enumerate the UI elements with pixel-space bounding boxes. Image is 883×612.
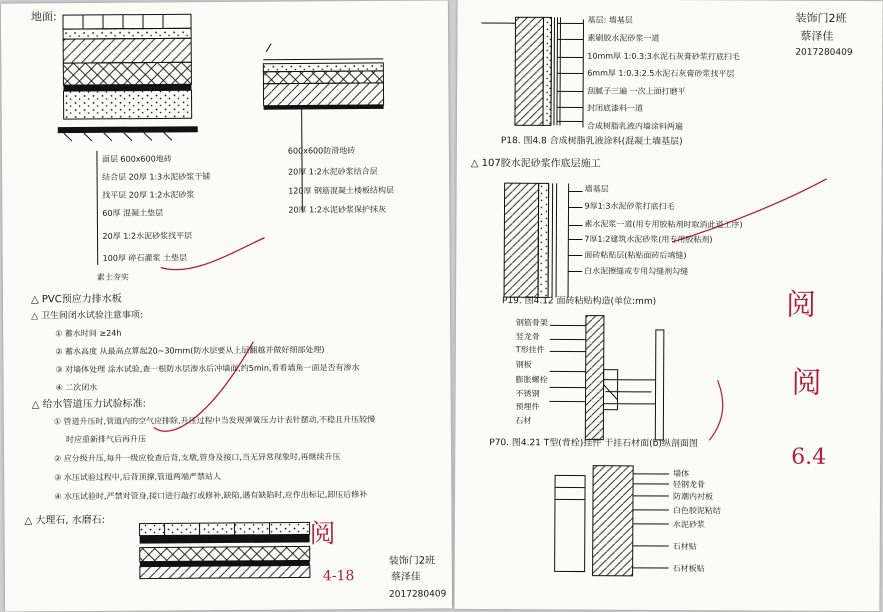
section1-item-1: ① 蓄水时间 ≥24h [55, 328, 122, 339]
wall-section-tile [504, 183, 583, 297]
grade-mark-read-1: 阅 [785, 287, 817, 323]
signature-person: 蔡泽佳 [390, 571, 421, 583]
grade-mark-date: 4-18 [322, 568, 355, 585]
floor-layer-2: 结合层 20厚 1:3水泥砂浆干铺 [102, 172, 211, 182]
floor-layer-7: 素土夯实 [96, 272, 129, 282]
wall-layer-6: 封闭底漆料一道 [587, 103, 644, 113]
figure-70-caption: P70. 图4.21 T型(背栓)挂件 干挂石材面(b)纵剖面图 [489, 438, 698, 450]
dry-hang-label-3: T形挂件 [515, 345, 545, 355]
stamp-person: 蔡泽佳 [800, 29, 834, 43]
section2-item-1b: 时应重新排气后再升压 [65, 434, 146, 445]
section1-title: △ PVC预应力排水板 [30, 293, 122, 306]
dry-hang-detail [549, 315, 664, 440]
floor-layer-5: 20厚 1:2水泥砂浆找平层 [102, 231, 193, 241]
marble-label: △ 大理石, 水磨石: [24, 514, 106, 527]
signature-id: 2017280409 [388, 589, 447, 600]
wall-layer-7: 合成树脂乳液内墙涂料两遍 [586, 121, 683, 132]
wall-layer-3: 10mm厚 1:0.3:3水泥石灰膏砂浆打底扫毛 [587, 51, 740, 62]
wall-layer-1: 基层: 墙基层 [587, 15, 633, 25]
stamp-class: 装饰门2班 [795, 11, 847, 25]
figure-19-caption: P19. 图4.12 面砖粘贴构造(单位:mm) [501, 296, 657, 307]
stone-label-5: 水泥砂浆 [672, 520, 705, 530]
right-sheet [454, 0, 882, 611]
section2-item-1: ① 管道升压时,管道内的空气应排除,升压过程中当发现弹簧压力计表针摆动,不稳且升压较慢 [53, 414, 376, 427]
section1-item-4: ④ 二次闭水 [55, 382, 98, 393]
tile-layer-5: 面砖粘贴层(粘贴面砖后填缝) [584, 250, 687, 261]
check-mark-4 [709, 380, 723, 440]
tile-section-title: △ 107胶水泥砂浆作底层施工 [470, 157, 601, 170]
tile-layer-2: 9厚1:3水泥砂浆打底扫毛 [584, 201, 675, 212]
tile-layer-6: 白水泥擦缝或专用勾缝剂勾缝 [584, 266, 689, 277]
floor-layer-6: 100厚 碎石灌浆 土垫层 [102, 253, 188, 263]
section2-item-2: ② 应分级升压,每升一级应检查后背,支墩,管身及接口,当无异常现象时,再继续升压 [54, 452, 341, 464]
alt-layer-1: 600x600防滑地砖 [287, 146, 356, 156]
left-sheet [1, 0, 452, 611]
wall-section-paint [481, 17, 584, 128]
signature-class: 装饰门2班 [388, 555, 436, 567]
section1-item-3: ③ 对墙体处理 涂水试验,查一根防水层渗水后冲墙面,约5min,看看墙角一面是否有渗水 [55, 363, 360, 375]
dry-hang-label-6: 不锈钢 [515, 389, 540, 399]
stone-label-7: 石材板贴 [672, 564, 705, 574]
dry-hang-label-5: 膨胀螺栓 [515, 375, 548, 385]
stone-label-6: 石材贴 [672, 542, 697, 552]
figure-18-caption: P18. 图4.8 合成树脂乳液涂料(混凝土墙基层) [500, 136, 683, 148]
stone-label-3: 防潮内衬板 [672, 492, 714, 502]
wall-layer-5: 刮腻子三遍 一次上面打磨平 [587, 86, 686, 97]
stone-base-detail [555, 465, 670, 576]
tile-layer-3: 素水泥浆一道(用专用胶粘剂时取消此道工序) [584, 219, 743, 230]
section2-item-4: ④ 水压试验时,严禁对管身,接口进行敲打或修补,缺陷,遇有缺陷时,应作出标记,卸压后修补 [54, 490, 368, 502]
alt-layer-4: 20厚 1:2水泥砂浆保护抹灰 [288, 204, 386, 215]
dry-hang-label-7: 预埋件 [515, 402, 540, 412]
section1-item-2: ② 蓄水高度 从最高点算起20~30mm(防水层要从上层翻越并做好细部处理) [55, 345, 325, 357]
grade-mark-read-2: 阅 [791, 365, 822, 401]
section2-item-3: ③ 水压试验过程中,后背顶撑,管道两端严禁站人 [54, 472, 222, 483]
check-mark-3 [672, 178, 826, 243]
stone-label-4: 白色胶泥粘结 [672, 506, 721, 516]
stone-label-2: 轻钢龙骨 [673, 480, 706, 490]
dry-hang-label-8: 石材 [515, 416, 532, 426]
tile-layer-4: 7厚1:2建筑水泥砂浆(用专用胶粘剂) [584, 234, 713, 245]
alt-layer-2: 20厚 1:2水泥砂浆结合层 [288, 166, 378, 177]
stone-label-1: 墙体 [673, 469, 690, 479]
tile-layer-1: 墙基层 [584, 184, 609, 194]
corner-label: 地面: [30, 10, 57, 24]
floor-section-main [57, 14, 199, 265]
marble-section [140, 522, 310, 578]
section2-title: △ 给水管道压力试验标准: [31, 398, 146, 411]
dry-hang-label-2: 竖龙骨 [515, 332, 540, 342]
section1-subtitle: △ 卫生间闭水试验注意事项: [31, 310, 143, 322]
grade-mark-date: 6.4 [791, 444, 827, 470]
wall-layer-4: 6mm厚 1:0.3:2.5水泥石灰膏砂浆找平层 [587, 68, 735, 79]
dry-hang-label-4: 钢板 [515, 360, 532, 370]
floor-layer-1: 面层 600x600地砖 [101, 154, 172, 164]
dry-hang-label-1: 钢筋骨架 [515, 318, 548, 328]
floor-layer-4: 60厚 混凝土垫层 [102, 208, 164, 218]
alt-layer-3: 120厚 钢筋混凝土楼板结构层 [288, 185, 395, 196]
wall-layer-2: 素刷胶水泥砂浆一道 [587, 33, 660, 43]
floor-layer-3: 找平层 20厚 1:2水泥砂浆 [102, 190, 195, 200]
stamp-id: 2017280409 [795, 47, 853, 58]
grade-mark-read: 阅 [309, 519, 336, 550]
